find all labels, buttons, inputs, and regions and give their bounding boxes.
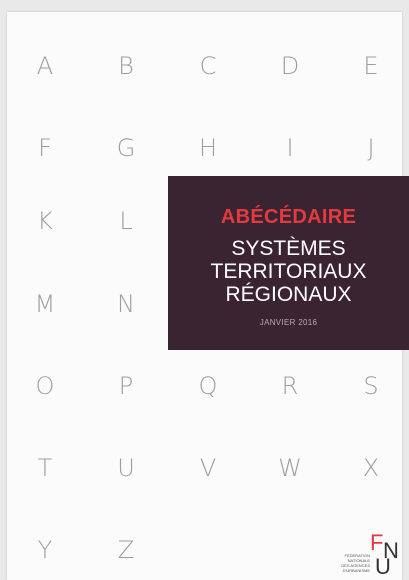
letter-e: E <box>363 52 379 80</box>
fnau-logo <box>320 528 399 579</box>
letter-l: L <box>119 207 133 235</box>
letter-s: S <box>363 372 379 400</box>
letter-d: D <box>280 52 300 80</box>
letter-x: X <box>362 454 380 482</box>
letter-m: M <box>34 290 56 318</box>
letter-p: P <box>118 372 134 400</box>
logo-org-line-4: D'URBANISME <box>342 568 370 573</box>
title-line-1: SYSTÈMES <box>231 237 346 260</box>
letter-a: A <box>36 52 54 80</box>
logo-org-line-1: FÉDÉRATION <box>344 553 370 558</box>
letter-k: K <box>37 207 53 235</box>
letter-i: I <box>286 134 294 162</box>
letter-t: T <box>37 454 53 482</box>
letter-q: Q <box>198 372 218 400</box>
title-block <box>168 176 409 350</box>
document-date: JANVIER 2016 <box>259 318 318 327</box>
logo-letter-f: F <box>370 530 384 555</box>
logo-org-line-2: NATIONALE <box>347 558 370 563</box>
letter-z: Z <box>117 536 135 564</box>
letter-h: H <box>198 134 218 162</box>
letter-c: C <box>199 52 217 80</box>
document-kicker: ABÉCÉDAIRE <box>220 206 357 228</box>
letter-j: J <box>367 134 375 162</box>
logo-org-line-3: DES AGENCES <box>341 563 370 568</box>
letter-o: O <box>35 372 55 400</box>
letter-g: G <box>116 134 136 162</box>
letter-u: U <box>117 454 135 482</box>
letter-b: B <box>118 52 134 80</box>
logo-letter-u: U <box>375 554 391 579</box>
document-cover <box>7 12 402 580</box>
logo-letter-n: N <box>383 538 399 563</box>
letter-w: W <box>278 454 302 482</box>
letter-n: N <box>117 290 135 318</box>
letter-r: R <box>281 372 299 400</box>
letter-y: Y <box>37 536 53 564</box>
title-line-2: TERRITORIAUX <box>210 260 367 283</box>
letter-v: V <box>199 454 217 482</box>
title-line-3: RÉGIONAUX <box>225 283 352 306</box>
letter-f: F <box>38 134 52 162</box>
